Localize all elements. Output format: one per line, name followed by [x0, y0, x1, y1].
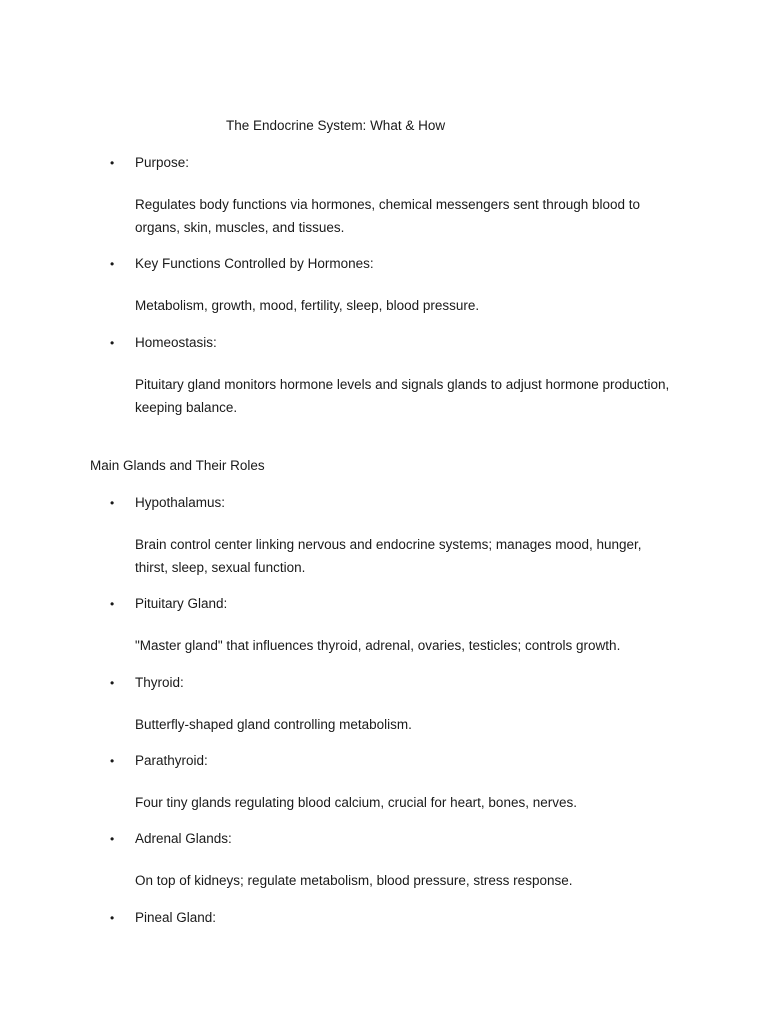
- bullet-label: Homeostasis:: [135, 335, 217, 350]
- document-title: The Endocrine System: What & How: [226, 118, 446, 133]
- bullet-label: Pituitary Gland:: [135, 596, 228, 611]
- bullet-text-parathyroid: Four tiny glands regulating blood calcium, crucial for heart, bones, nerves.: [135, 795, 577, 810]
- bullet-item-parathyroid: [110, 753, 208, 768]
- bullet-item-purpose: [110, 155, 189, 170]
- bullet-item-homeostasis: [110, 335, 217, 350]
- bullet-icon: •: [110, 496, 115, 510]
- bullet-label: Pineal Gland:: [135, 910, 217, 925]
- section-heading: Main Glands and Their Roles: [90, 458, 265, 473]
- bullet-icon: •: [110, 597, 115, 611]
- bullet-text-homeostasis: Pituitary gland monitors hormone levels and signals glands to adjust hormone production, keeping balance.: [135, 377, 670, 415]
- bullet-item-pineal: [110, 910, 216, 925]
- bullet-item-adrenal: [110, 831, 232, 846]
- bullet-text-purpose: Regulates body functions via hormones, chemical messengers sent through blood to organs, skin, muscles, and tissues.: [135, 197, 641, 235]
- bullet-item-pituitary: [110, 596, 227, 611]
- bullet-label: Hypothalamus:: [135, 495, 226, 510]
- bullet-icon: •: [110, 754, 115, 768]
- bullet-icon: •: [110, 156, 115, 170]
- bullet-label: Key Functions Controlled by Hormones:: [135, 256, 374, 271]
- bullet-text-pituitary: "Master gland" that influences thyroid, adrenal, ovaries, testicles; controls growth.: [135, 638, 621, 653]
- bullet-icon: •: [110, 257, 115, 271]
- bullet-label: Parathyroid:: [135, 753, 208, 768]
- bullet-icon: •: [110, 676, 115, 690]
- bullet-label: Purpose:: [135, 155, 190, 170]
- bullet-icon: •: [110, 336, 115, 350]
- bullet-icon: •: [110, 832, 115, 846]
- bullet-item-key-functions: [110, 256, 374, 271]
- bullet-text-hypothalamus: Brain control center linking nervous and endocrine systems; manages mood, hunger, thirst, sleep, sexual function.: [135, 537, 642, 575]
- bullet-item-hypothalamus: [110, 495, 225, 510]
- bullet-item-thyroid: [110, 675, 184, 690]
- bullet-text-adrenal: On top of kidneys; regulate metabolism, blood pressure, stress response.: [135, 873, 573, 888]
- bullet-label: Thyroid:: [135, 675, 184, 690]
- bullet-label: Adrenal Glands:: [135, 831, 232, 846]
- bullet-text-thyroid: Butterfly-shaped gland controlling metabolism.: [135, 717, 412, 732]
- bullet-text-key-functions: Metabolism, growth, mood, fertility, sleep, blood pressure.: [135, 298, 480, 313]
- bullet-icon: •: [110, 911, 115, 925]
